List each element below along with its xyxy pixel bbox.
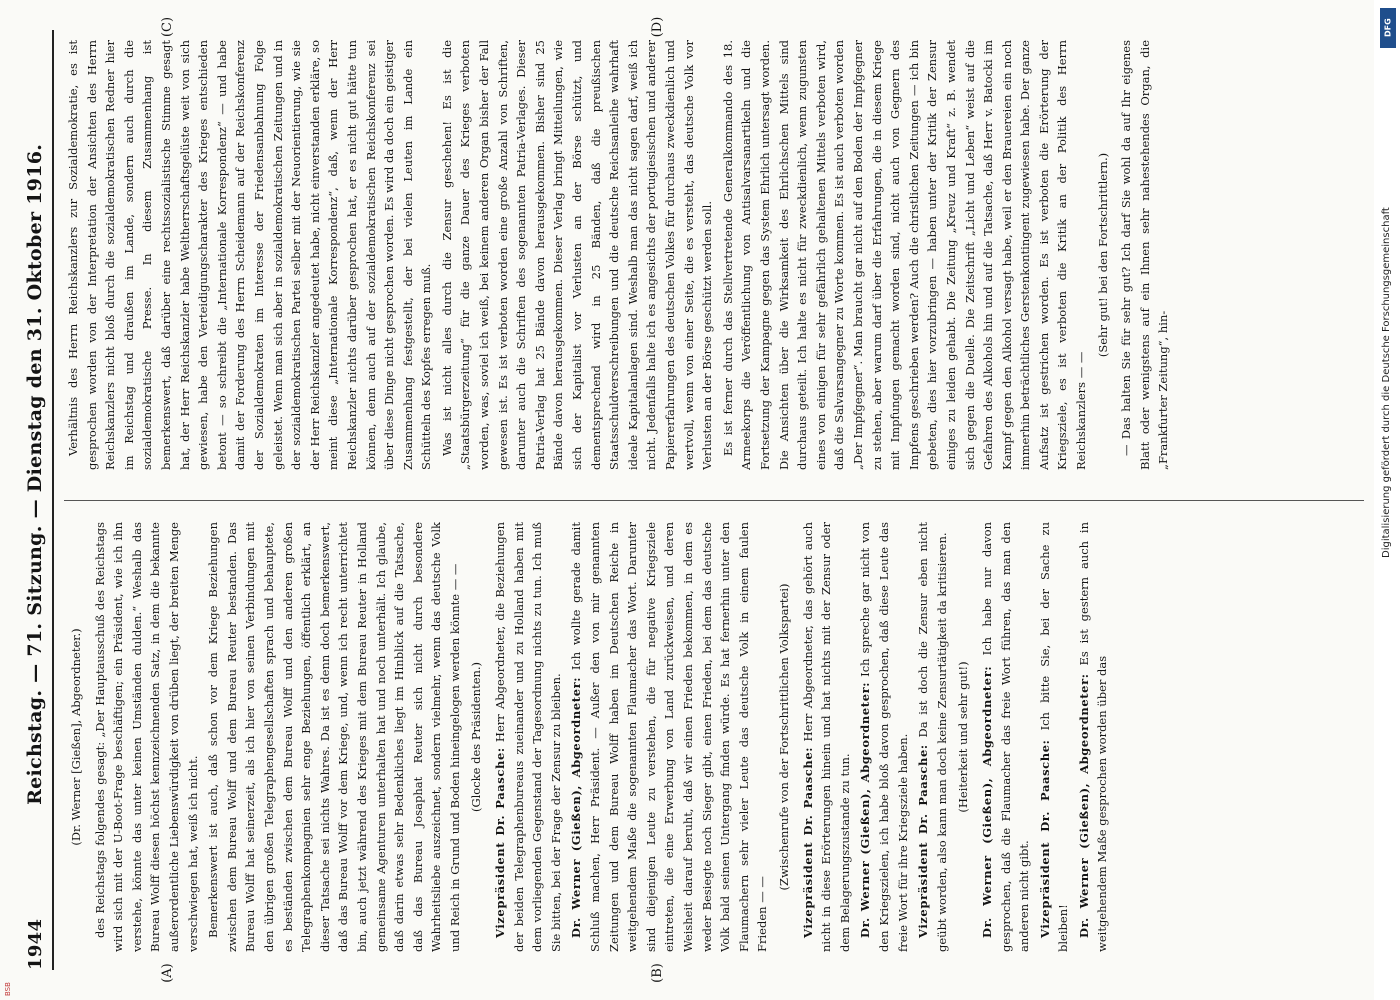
speech-text: Ich habe nur davon gesprochen, daß die Flaumacher das freie Wort führen, das man den anderen nicht gibt.	[979, 522, 1032, 952]
dfg-credit-text: Digitalisierung gefördert durch die Deutsche Forschungsgemeinschaft	[1381, 207, 1392, 558]
page-number: 1944	[24, 918, 46, 970]
speaker-name: Vizepräsident Dr. Paasche:	[916, 744, 931, 938]
paragraph: Verhältnis des Herrn Reichskanzlers zur Sozialdemokratie, es ist gesprochen worden von der Interpretation der Ansichten des Herrn Reichskanzlers nicht bloß durch die sozialdemokratischen Redner hier im Reichstag und draußen im Lande, sondern auch durch die sozialdemokratische Presse. In diesem Zusammenhang ist bemerkenswert, daß darüber eine rechtssozialistische Stimme gesagt hat, der Herr Reichskanzler habe Weltherrschaftsgelüste weit von sich gewiesen, habe den Verteidigungscharakter des Krieges entschieden betont — so schreibt die „Internationale Korrespondenz“ — und habe damit der Forderung des Herrn Scheidemann auf der Reichskonferenz der Sozialdemokraten im Interesse der Friedensanbahnung Folge geleistet. Wenn man sich aber in sozialdemokratischen Zeitungen und in der sozialdemokratischen Partei selber mit der Neuorientierung, wie sie der Herr Reichskanzler angedeutet habe, nicht einverstanden erkläre, so meint diese „Internationale Korrespondenz“, daß, wenn der Herr Reichskanzler nichts darüber gesprochen hat, er es nicht gut hätte tun können, denn auch auf der sozialdemokratischen Reichskonferenz sei über diese Dinge nicht gesprochen worden. Es wird da doch ein geistiger Zusammenhang festgestellt, der bei vielen Leuten im Lande ein Schütteln des Kopfes erregen muß.	[66, 40, 434, 470]
speaker-name: Vizepräsident Dr. Paasche:	[1037, 739, 1052, 938]
speaker-name: Vizepräsident Dr. Paasche:	[800, 746, 815, 938]
paragraph: Es ist ferner durch das Stellvertretende Generalkommando des 18. Armeekorps die Veröffentlichung von Antisalvarsanartikeln und die Fortsetzung der Kampagne gegen das System Ehrlich untersagt worden. Die Ansichten über die Wirksamkeit des Ehrlichschen Mittels sind durchaus geteilt. Ich halte es nicht für zweckdienlich, wenn zugunsten eines von einigen für sehr gefährlich gehaltenen Mittels verboten wird, daß die Salvarsangegner zu Worte kommen. Es ist auch verboten worden „Der Impfgegner“. Man braucht gar nicht auf den Boden der Impfgegner zu stehen, aber warum darf über die Erfahrungen, die in diesem Kriege mit Impfungen gemacht worden sind, nicht auch von Gegnern des Impfens geschrieben werden? Auch die christlichen Zeitungen — ich bin gebeten, dies hier vorzubringen — haben unter der Kritik der Zensur einiges zu leiden gehabt. Die Zeitung „Kreuz und Kraft“ z. B. wendet sich gegen die Duelle. Die Zeitschrift „Licht und Leben“ weist auf die Gefahren des Alkohols hin und auf die Tatsache, daß Herr v. Batocki im Kampf gegen den Alkohol versagt habe, weil er den Brauereien ein noch immerhin beträchtliches Gerstenkontingent zugewiesen habe. Der ganze Aufsatz ist gestrichen worden. Es ist verboten die Erörterung der Kriegsziele, es ist verboten die Kritik an der Politik des Herrn Reichskanzlers — —	[720, 40, 1089, 470]
left-column	[64, 522, 1364, 952]
speaker-name: Dr. Werner (Gießen), Abgeordneter:	[1076, 673, 1091, 938]
speaker-continuation: (Dr. Werner [Gießen], Abgeordneter.)	[69, 628, 83, 846]
margin-marker-b: (B)	[650, 963, 665, 983]
speech-text: Ich bitte Sie, bei der Sache zu bleiben!	[1037, 522, 1071, 952]
speech-paragraph	[567, 522, 772, 952]
speech-text: Da ist doch die Zensur eben nicht geübt worden, also kann man doch keine Zensurtätigkeit da kritisieren.	[916, 522, 949, 952]
speech-paragraph	[799, 522, 855, 952]
speech-paragraph	[1075, 522, 1112, 952]
speech-paragraph	[1036, 522, 1073, 952]
paragraph: des Reichstags folgendes gesagt: „Der Hauptausschuß des Reichstags wird sich mit der U-Boot-Frage beschäftigen; ein Präsident, wie ich ihn verstehe, könnte das unter keinen Umständen dulden.“ Weshalb das Bureau Wolff diesen höchst kennzeichnenden Satz, in dem die bekannte außerordentliche Liebenswürdigkeit von drüben liegt, der breiten Menge verschwiegen hat, weiß ich nicht.	[92, 522, 200, 952]
stage-direction: (Heiterkeit und sehr gut!)	[956, 661, 971, 813]
paragraph: — Das halten Sie für sehr gut? Ich darf Sie wohl da auf Ihr eigenes Blatt oder wenigstens auf ein Ihnen sehr nahestehendes Organ, die „Frankfurter Zeitung“, hin-	[1119, 40, 1171, 470]
stage-direction: (Sehr gut! bei den Fortschrittlern.)	[1095, 152, 1110, 358]
margin-marker-d: (D)	[650, 16, 665, 38]
paragraph: Bemerkenswert ist auch, daß schon vor dem Kriege Beziehungen zwischen dem Bureau Wolff und dem Bureau Reuter bestanden. Das Bureau Wolff hat seinerzeit, als ich hier von seinen Verbindungen mit den übrigen großen Telegraphengesellschaften sprach und behauptete, es beständen zwischen dem Bureau Wolff und den anderen großen Telegraphenkompagnien sehr enge Beziehungen, öffentlich erklärt, an dieser Tatsache sei nichts Wahres. Da ist es denn doch bemerkenswert, daß das Bureau Wolff vor dem Kriege, und, wenn ich recht unterrichtet bin, auch jetzt während des Krieges mit dem Bureau Reuter in Holland gemeinsame Agenturen unterhalten hat und noch unterhält. Ich glaube, daß darin etwas sehr Bedenkliches liegt im Hinblick auf die Tatsache, daß das Bureau Josaphat Reuter sich nicht durch besondere Wahrheitsliebe auszeichnet, sondern vielmehr, wenn das deutsche Volk und Reich in Grund und Boden hineingelogen werden könnte — —	[206, 522, 462, 952]
column-divider	[64, 500, 1364, 501]
dfg-logo: DFG	[1380, 8, 1396, 48]
speech-paragraph	[856, 522, 912, 952]
speaker-name: Vizepräsident Dr. Paasche:	[493, 747, 508, 938]
speaker-name: Dr. Werner (Gießen), Abgeordneter:	[858, 681, 873, 938]
stage-direction: (Zwischenrufe von der Fortschrittlichen Volkspartei)	[776, 583, 791, 891]
speaker-name: Dr. Werner (Gießen), Abgeordneter:	[979, 665, 994, 938]
stage-direction: (Glocke des Präsidenten.)	[469, 661, 484, 813]
speech-paragraph	[978, 522, 1034, 952]
margin-marker-a: (A)	[160, 963, 175, 983]
page-title: Reichstag. — 71. Sitzung. — Dienstag den 31. Oktober 1916.	[24, 143, 46, 805]
speech-paragraph	[491, 522, 565, 952]
speech-text: Ich wollte gerade damit Schluß machen, Herr Präsident. — Außer den von mir genannten Zeitungen und dem Bureau Wolff haben im Deutschen Reiche in weitgehendem Maße die sogenannten Flaumacher das Wort. Darunter sind diejenigen Leute zu verstehen, die für negative Kriegsziele eintreten, die eine Erwerbung von Land zurückweisen, und deren Weisheit darauf beruht, daß wir einen Frieden bekommen, in dem es weder Besiegte noch Sieger gibt, einen Frieden, bei dem das deutsche Volk bald seinen Untergang finden würde. Es hat fernerhin unter den Flaumachern sehr vieler Leute das deutsche Volk in einem faulen Frieden — —	[569, 522, 770, 952]
margin-marker-c: (C)	[160, 16, 175, 38]
speech-paragraph	[914, 522, 951, 952]
speech-text: Ich spreche gar nicht von den Kriegszielen, ich habe bloß davon gesprochen, daß diese Leute das freie Wort für ihre Kriegsziele haben.	[858, 522, 910, 952]
speech-text: Herr Abgeordneter, die Beziehungen der beiden Telegraphenbureaus zueinander und zu Holland haben mit dem vorliegenden Gegenstand der Tagesordnung nichts zu tun. Ich muß Sie bitten, bei der Frage der Zensur zu bleiben.	[493, 522, 563, 952]
right-column	[64, 40, 1364, 470]
speech-text: Herr Abgeordneter, das gehört auch nicht in diese Erörterungen hinein und hat nichts mit der Zensur oder dem Belagerungszustande zu tun.	[800, 522, 852, 952]
speech-text: Es ist gestern auch in weitgehendem Maße gesprochen worden über das	[1076, 522, 1110, 952]
paragraph: Was ist nicht alles durch die Zensur geschehen! Es ist die „Staatsbürgerzeitung“ für die ganze Dauer des Krieges verboten worden, was, soviel ich weiß, bei keinem anderen Organ bisher der Fall gewesen ist. Es ist verboten worden eine große Anzahl von Schriften, darunter auch die Schriften des sogenannten Patria-Verlages. Dieser Patria-Verlag hat 25 Bände davon herausgekommen. Bisher sind 25 Bände davon herausgekommen. Dieser Verlag bringt Mitteilungen, wie sich der Kapitalist vor Verlusten an der Börse schützt, und dementsprechend wird in 25 Bänden, daß die preußischen Staatsschuldverschreibungen und die deutsche Reichsanleihe wahrhaft ideale Kapitalanlagen sind. Weshalb man das nicht sagen darf, weiß ich nicht. Jedenfalls halte ich es angesichts der portugiesischen und anderer Papiererfahrungen des deutschen Volkes für durchaus zweckdienlich und wertvoll, wenn von einer Seite, die es versteht, das deutsche Volk vor Verlusten an der Börse geschützt werden soll.	[439, 40, 715, 470]
page-header	[18, 30, 54, 970]
bsb-mark: BSB	[4, 982, 12, 996]
speaker-name: Dr. Werner (Gießen), Abgeordneter:	[569, 676, 584, 938]
